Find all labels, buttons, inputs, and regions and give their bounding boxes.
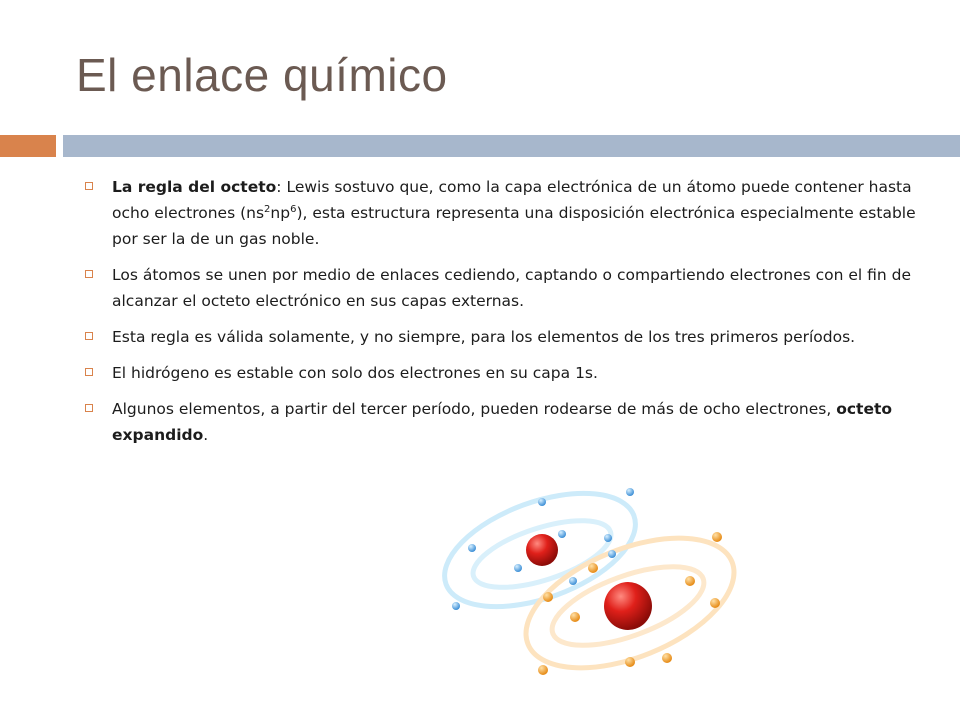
- term-octet-rule: La regla del octeto: [112, 178, 277, 196]
- bullet-hydrogen: El hidrógeno es estable con solo dos electrones en su capa 1s.: [84, 360, 924, 386]
- bullet-expanded-octet: Algunos elementos, a partir del tercer período, pueden rodearse de más de ocho electrones, octeto expandido.: [84, 396, 924, 448]
- slide-title: El enlace químico: [76, 49, 448, 101]
- square-bullet-icon: [85, 368, 93, 376]
- square-bullet-icon: [85, 404, 93, 412]
- square-bullet-icon: [85, 332, 93, 340]
- square-bullet-icon: [85, 182, 93, 190]
- bullet-bonding: Los átomos se unen por medio de enlaces cediendo, captando o compartiendo electrones con el fin de alcanzar el octeto electrónico en sus capas externas.: [84, 262, 924, 314]
- square-bullet-icon: [85, 270, 93, 278]
- bullet-octet-rule: La regla del octeto: Lewis sostuvo que, como la capa electrónica de un átomo puede contener hasta ocho electrones $(ns^2np^6)$, esta estructura representa una disposición electrónica especialmente estable por ser la de un gas noble.: [84, 174, 924, 252]
- bullet-list: [84, 174, 924, 458]
- accent-bar-orange: [0, 135, 56, 157]
- accent-bar-blue: [63, 135, 960, 157]
- bullet-validity: Esta regla es válida solamente, y no siempre, para los elementos de los tres primeros períodos.: [84, 324, 924, 350]
- term-expanded-octet: octeto expandido: [112, 400, 893, 444]
- atom-bond-icon: [430, 478, 770, 698]
